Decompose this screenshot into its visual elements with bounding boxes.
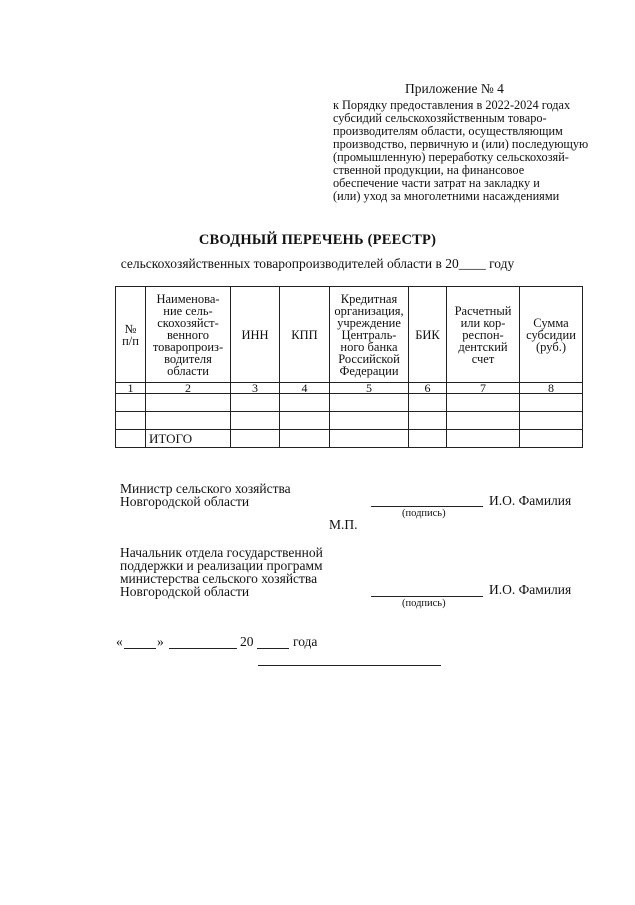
header-cell-amount: Сумма субсидии (руб.) [520, 287, 583, 383]
document-title: СВОДНЫЙ ПЕРЕЧЕНЬ (РЕЕСТР) [198, 232, 437, 248]
column-number-row [116, 383, 583, 394]
minister-signature-line [371, 506, 483, 507]
date-day-line [124, 648, 156, 649]
date-year-prefix: 20 [240, 634, 254, 649]
stamp-label: М.П. [329, 517, 358, 532]
column-number: 5 [330, 383, 409, 394]
appendix-line: (или) уход за многолетними насаждениями [333, 189, 560, 203]
column-number: 4 [280, 383, 330, 394]
total-label: ИТОГО [146, 430, 231, 448]
appendix-block [333, 82, 593, 203]
header-cell-number: № п/п [116, 287, 146, 383]
header-cell-account: Расчетный или кор- респон- дентский счет [447, 287, 520, 383]
header-cell-bank: Кредитная организация, учреждение Централь- ного банка Российской Федерации [330, 287, 409, 383]
date-month-line [169, 648, 237, 649]
column-number: 2 [146, 383, 231, 394]
header-cell-bik: БИК [409, 287, 447, 383]
column-number: 7 [447, 383, 520, 394]
appendix-line: производство, первичную и (или) последующую [333, 137, 589, 151]
header-cell-kpp: КПП [280, 287, 330, 383]
table-row [116, 394, 583, 412]
column-number: 6 [409, 383, 447, 394]
column-number: 3 [231, 383, 280, 394]
column-number: 1 [116, 383, 146, 394]
appendix-line: субсидий сельскохозяйственным товаро- [333, 111, 547, 125]
appendix-line: к Порядку предоставления в 2022-2024 годах [333, 98, 571, 112]
document-subtitle: сельскохозяйственных товаропроизводителей области в 20____ году [120, 256, 515, 271]
minister-title: Министр сельского хозяйства Новгородской области [120, 481, 291, 509]
head-name: И.О. Фамилия [489, 582, 572, 597]
appendix-line: производителям области, осуществляющим [333, 124, 563, 138]
header-cell-inn: ИНН [231, 287, 280, 383]
head-title: Начальник отдела государственной поддержки и реализации программ министерства сельского хозяйства Новгородской области [120, 545, 323, 599]
date-year-line [257, 648, 289, 649]
table-row [116, 412, 583, 430]
appendix-line: обеспечение части затрат на закладку и [333, 176, 540, 190]
total-row [116, 430, 583, 448]
head-signature-line [371, 596, 483, 597]
table-header-row [116, 287, 583, 383]
column-number: 8 [520, 383, 583, 394]
date-close-quote: » [157, 634, 164, 649]
appendix-line: (промышленную) переработку сельскохозяй- [333, 150, 569, 164]
minister-name: И.О. Фамилия [489, 493, 572, 508]
date-year-suffix: года [293, 634, 318, 649]
header-cell-name: Наименова- ние сель- скохозяйст- венного товаропроиз- водителя области [146, 287, 231, 383]
bottom-signature-line [258, 665, 441, 666]
register-table [115, 286, 583, 448]
appendix-number: Приложение № 4 [405, 81, 504, 96]
minister-signature-caption: (подпись) [402, 508, 446, 519]
appendix-line: ственной продукции, на финансовое [333, 163, 525, 177]
head-signature-caption: (подпись) [402, 598, 446, 609]
date-open-quote: « [116, 634, 123, 649]
